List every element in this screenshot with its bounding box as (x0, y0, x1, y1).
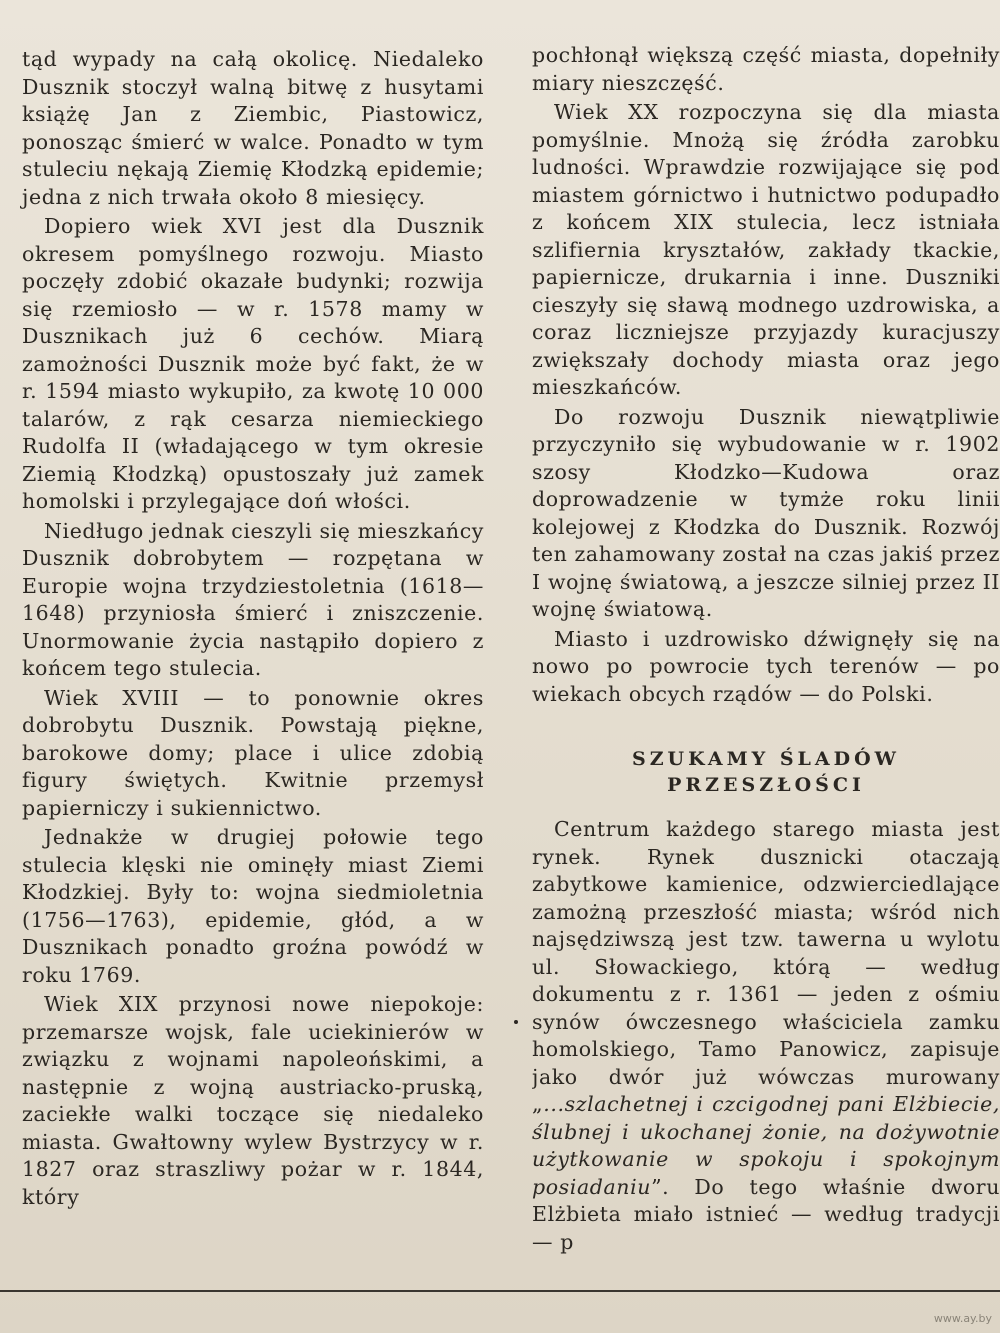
paragraph: Niedługo jednak cieszyli się mieszkańcy Dusznik dobrobytem — rozpętana w Europie wojna trzydziestoletnia (1618—1648) przyniosła śmierć i zniszczenie. Unormowanie życia nastąpiło dopiero z końcem tego stulecia. (22, 518, 484, 680)
bottom-rule (0, 1290, 1000, 1292)
paragraph-text: Centrum każdego starego miasta jest rynek. Rynek dusznicki otaczają zabytkowe kamienice, odzwierciedlające zamożną przeszłość miasta; wśród nich najsędziwszą jest tzw. tawerna u wylotu ul. Słowackiego, którą — według dokumentu z r. 1361 — jeden z ośmiu synów ówczesnego właściciela zamku homolskiego, Tamo Panowicz, zapisuje jako dwór już wówczas murowany „ (532, 817, 1000, 1116)
section-heading-line: SZUKAMY ŚLADÓW (631, 748, 901, 770)
ink-speck (514, 1020, 518, 1024)
paragraph-text: ”. Do tego właśnie dworu Elżbieta miało istnieć — według tradycji — p (532, 1174, 1000, 1254)
quotation-italic: ...szlachetnej i czcigodnej pani Elżbiecie, ślubnej i ukochanej żonie, na dożywotnie użytkowanie w spokoju i spokojnym posiadaniu (532, 1092, 1000, 1199)
paragraph: Wiek XVIII — to ponownie okres dobrobytu Dusznik. Powstają piękne, barokowe domy; place i ulice zdobią figury świętych. Kwitnie przemysł papierniczy i sukiennictwo. (22, 685, 484, 820)
paragraph: tąd wypady na całą okolicę. Niedaleko Dusznik stoczył walną bitwę z husytami książę Jan z Ziembic, Piastowicz, ponosząc śmierć w walce. Ponadto w tym stuleciu nękają Ziemię Kłodzką epidemie; jedna z nich trwała około 8 miesięcy. (22, 47, 484, 209)
paragraph: pochłonął większą część miasta, dopełniły miary nieszczęść. (532, 43, 1000, 95)
paragraph: Dopiero wiek XVI jest dla Dusznik okresem pomyślnego rozwoju. Miasto poczęły zdobić okazałe budynki; rozwija się rzemiosło — w r. 1578 mamy w Dusznikach już 6 cechów. Miarą zamożności Dusznik może być fakt, że w r. 1594 miasto wykupiło, za kwotę 10 000 talarów, z rąk cesarza niemieckiego Rudolfa II (władającego w tym okresie Ziemią Kłodzką) opustoszały już zamek homolski i przylegające doń włości. (22, 214, 484, 513)
paragraph: Wiek XX rozpoczyna się dla miasta pomyślnie. Mnożą się źródła zarobku ludności. Wprawdzie rozwijające się pod miastem górnictwo i hutnictwo podupadło z końcem XIX stulecia, lecz istniała szlifiernia kryształów, zakłady tkackie, papiernicze, drukarnia i inne. Duszniki cieszyły się sławą modnego uzdrowiska, a coraz liczniejsze przyjazdy kuracjuszy zwiększały dochody miasta oraz jego mieszkańców. (532, 100, 1000, 399)
section-heading-line: PRZESZŁOŚCI (667, 774, 865, 796)
section-heading (532, 746, 1000, 798)
paragraph: Do rozwoju Dusznik niewątpliwie przyczyniło się wybudowanie w r. 1902 szosy Kłodzko—Kudowa oraz doprowadzenie w tymże roku linii kolejowej z Kłodzka do Dusznik. Rozwój ten zahamowany został na czas jakiś przez I wojnę światową, a jeszcze silniej przez II wojnę światową. (532, 404, 1000, 621)
paragraph: Jednakże w drugiej połowie tego stulecia klęski nie ominęły miast Ziemi Kłodzkiej. Były to: wojna siedmioletnia (1756—1763), epidemie, głód, a w Dusznikach ponadto groźna powódź w roku 1769. (22, 825, 484, 987)
paragraph (532, 816, 1000, 1256)
paragraph: Wiek XIX przynosi nowe niepokoje: przemarsze wojsk, fale uciekinierów w związku z wojnami napoleońskimi, a następnie z wojną austriacko-pruską, zaciekłe walki toczące się niedaleko miasta. Gwałtowny wylew Bystrzycy w r. 1827 oraz straszliwy pożar w r. 1844, który (22, 992, 484, 1209)
watermark: www.ay.by (933, 1312, 992, 1325)
paragraph: Miasto i uzdrowisko dźwignęły się na nowo po powrocie tych terenów — po wiekach obcych rządów — do Polski. (532, 626, 1000, 706)
right-text-column (532, 42, 1000, 1258)
left-text-column (22, 46, 484, 1213)
